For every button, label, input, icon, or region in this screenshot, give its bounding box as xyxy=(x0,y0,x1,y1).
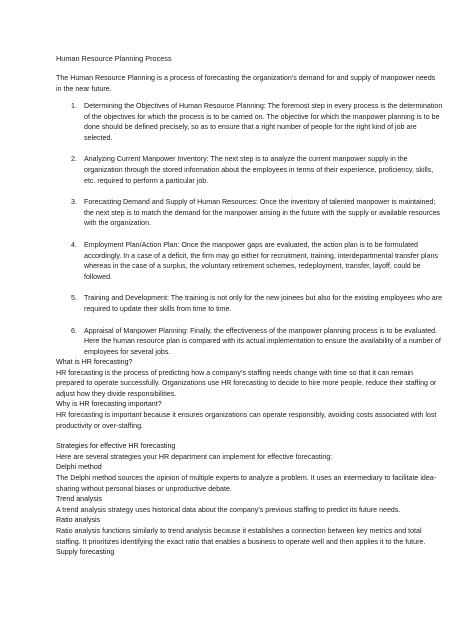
list-item xyxy=(56,293,446,314)
step-number: 1. xyxy=(71,102,77,110)
step-number: 5. xyxy=(71,294,77,303)
intro-paragraph: The Human Resource Planning is a process of forecasting the organization’s demand for and supply of manpower needs in the near future. xyxy=(56,74,436,93)
step-number: 2. xyxy=(71,155,77,164)
process-steps-list xyxy=(56,101,446,368)
delphi-body: The Delphi method sources the opinion of multiple experts to analyze a problem. It uses an intermediary to facilitate idea-sharing without personal biases or unproductive debate. xyxy=(56,473,437,493)
strategies-heading: Strategies for effective HR forecasting xyxy=(56,442,176,451)
list-item xyxy=(56,101,446,143)
step-text: Training and Development: The training is not only for the new joinees but also for the existing employees who are required to update their skills from time to time. xyxy=(84,294,443,313)
step-number: 6. xyxy=(71,326,77,335)
document-title: Human Resource Planning Process xyxy=(56,54,172,63)
what-body: HR forecasting is the process of predicting how a company’s staffing needs change with time so that it can remain prepared to operate successfully. Organizations use HR forecasting to decide to hire more people, reduce their staffing or adjust how they divide responsibilities. xyxy=(56,368,437,398)
trend-heading: Trend analysis xyxy=(56,495,102,504)
step-text: Analyzing Current Manpower Inventory: The next step is to analyze the current manpower supply in the organization through the stored information about the employees in terms of their experience, proficiency, skills, etc. required to perform a particular job. xyxy=(84,155,434,185)
trend-body: A trend analysis strategy uses historical data about the company’s previous staffing to predict its future needs. xyxy=(56,505,401,514)
step-text: Appraisal of Manpower Planning: Finally, the effectiveness of the manpower planning process is to be evaluated. Here the human resource plan is compared with its actual implementation to ensure the availability of a number of employees for several jobs. xyxy=(84,326,441,356)
list-item xyxy=(56,154,446,186)
why-body: HR forecasting is important because it ensures organizations can operate responsibly, avoiding costs associated with lost productivity or over-staffing. xyxy=(56,410,437,430)
step-text: Forecasting Demand and Supply of Human Resources: Once the inventory of talented manpower is maintained; the next step is to match the demand for the manpower arising in the future with the supply or available resources with the organization. xyxy=(84,198,441,228)
spacer xyxy=(56,431,441,441)
list-item xyxy=(56,240,446,282)
list-item xyxy=(56,326,446,358)
supply-heading: Supply forecasting xyxy=(56,548,115,557)
step-text: Determining the Objectives of Human Resource Planning: The foremost step in every process is the determination of the objectives for which the process is to be carried on. The objective for which the manpower planning is to be done should be defined precisely, so as to ensure that a right number of people for the right kind of job are selected. xyxy=(84,102,443,142)
ratio-heading: Ratio analysis xyxy=(56,516,101,525)
delphi-heading: Delphi method xyxy=(56,463,102,472)
list-item xyxy=(56,197,446,229)
forecasting-sections xyxy=(56,357,441,558)
step-text: Employment Plan/Action Plan: Once the manpower gaps are evaluated, the action plan is to be formulated accordingly. In a case of a deficit, the firm may go either for recruitment, training, interdepartmental transfer plans whereas in the case of a surplus, the voluntary retirement schemes, redeployment, transfer, layoff, could be followed. xyxy=(84,240,438,281)
what-heading: What is HR forecasting? xyxy=(56,358,133,366)
strategies-intro: Here are several strategies your HR department can implement for effective forecasting: xyxy=(56,452,333,461)
why-heading: Why is HR forecasting important? xyxy=(56,400,162,409)
ratio-body: Ratio analysis functions similarly to trend analysis because it establishes a connection between key metrics and total staffing. It prioritizes identifying the exact ratio that enables a business to operate well and then applies it to the future. xyxy=(56,526,426,546)
step-number: 4. xyxy=(71,240,77,249)
step-number: 3. xyxy=(71,198,77,207)
